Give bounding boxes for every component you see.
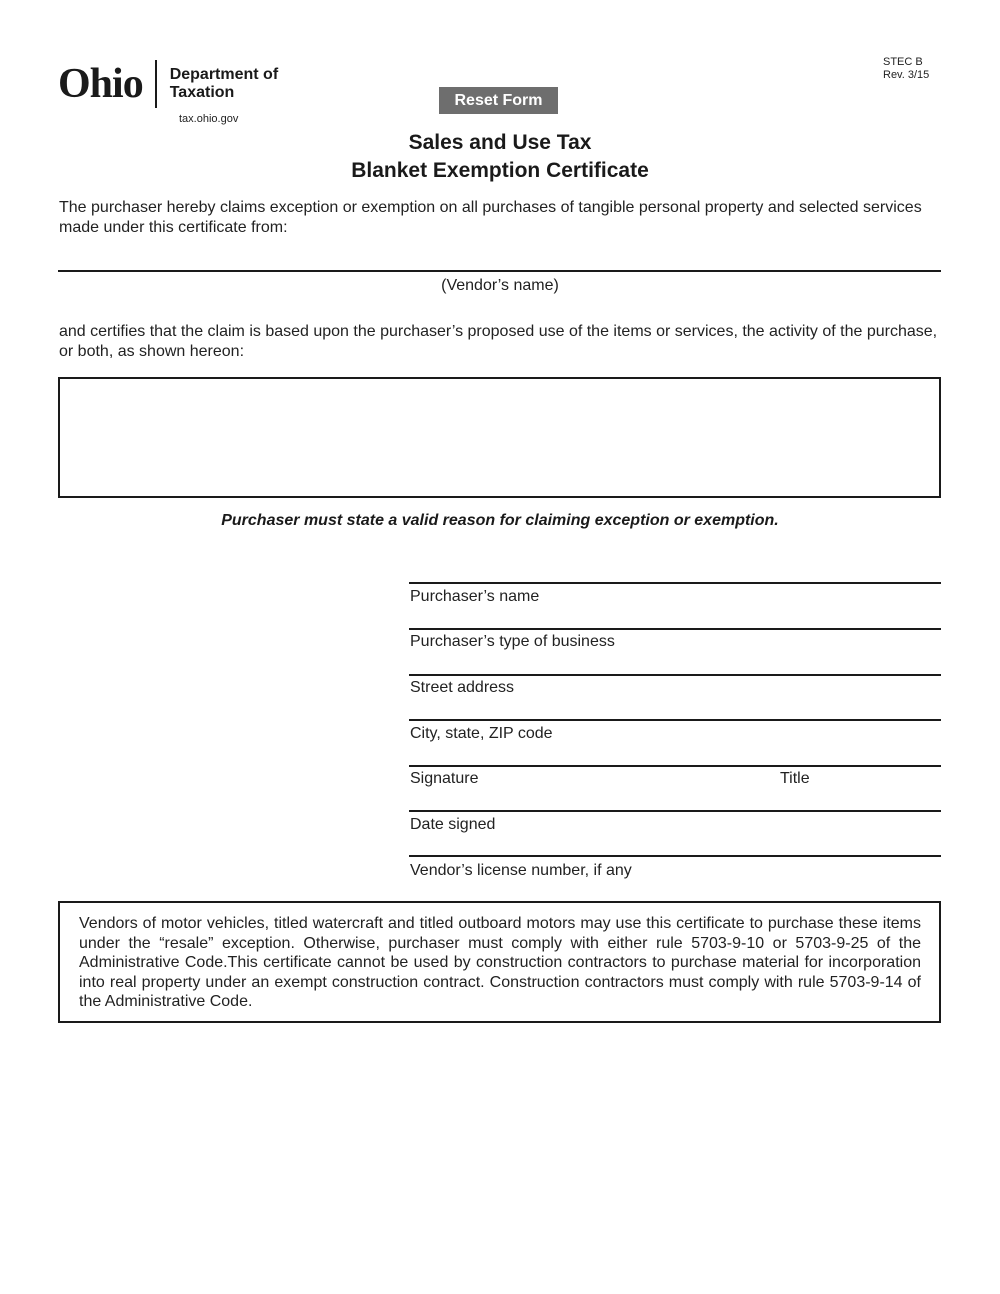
date-signed-input[interactable]: [409, 783, 941, 809]
form-revision: Rev. 3/15: [883, 69, 930, 81]
signature-label: Signature: [410, 770, 479, 787]
form-title-line-1: Sales and Use Tax: [408, 131, 592, 154]
vendor-license-line: [409, 855, 941, 857]
date-signed-line: [409, 810, 941, 812]
intro-paragraph: The purchaser hereby claims exception or exemption on all purchases of tangible personal property and selected services made under this certificate from:: [59, 199, 922, 236]
website-url: tax.ohio.gov: [179, 113, 239, 125]
business-type-label: Purchaser’s type of business: [410, 633, 615, 650]
purchaser-name-label: Purchaser’s name: [410, 588, 540, 605]
date-signed-label: Date signed: [410, 816, 496, 833]
vendor-license-label: Vendor’s license number, if any: [410, 862, 632, 879]
form-identifier: [883, 56, 929, 82]
logo-wordmark: Ohio: [58, 61, 143, 107]
logo-divider: [155, 60, 157, 108]
signature-input[interactable]: [409, 738, 769, 764]
reason-warning: Purchaser must state a valid reason for claiming exception or exemption.: [221, 512, 779, 529]
street-address-line: [409, 674, 941, 676]
reset-form-button[interactable]: Reset Form: [439, 87, 558, 114]
city-state-zip-line: [409, 719, 941, 721]
certify-paragraph: and certifies that the claim is based upon the purchaser’s proposed use of the items or services, the activity of the purchase, or both, as shown hereon:: [59, 323, 938, 360]
form-title-line-2: Blanket Exemption Certificate: [351, 159, 649, 182]
vendor-name-line: [58, 270, 941, 272]
business-type-line: [409, 628, 941, 630]
vendor-name-label: (Vendor’s name): [441, 277, 559, 294]
notice-box: [58, 901, 941, 1023]
street-address-input[interactable]: [409, 647, 941, 673]
title-input[interactable]: [780, 738, 941, 764]
purchaser-name-input[interactable]: [409, 555, 941, 581]
department-line-1: Department of: [169, 66, 279, 83]
purchaser-name-line: [409, 582, 941, 584]
vendor-license-input[interactable]: [409, 828, 941, 854]
business-type-input[interactable]: [409, 601, 941, 627]
department-line-2: Taxation: [169, 84, 235, 101]
ohio-logo: [58, 60, 278, 108]
city-state-zip-label: City, state, ZIP code: [410, 725, 553, 742]
street-address-label: Street address: [410, 679, 515, 696]
department-name: [170, 66, 278, 102]
signature-line: [409, 765, 941, 767]
city-state-zip-input[interactable]: [409, 692, 941, 718]
title-label: Title: [780, 770, 810, 787]
vendor-name-input[interactable]: [58, 244, 941, 270]
exemption-reason-textarea[interactable]: [58, 377, 941, 498]
form-code: STEC B: [883, 56, 923, 68]
notice-text: Vendors of motor vehicles, titled watercraft and titled outboard motors may use this certificate to purchase these items under the “resale” exception. Otherwise, purchaser must comply with either rule 5703-9-10 or 5703-9-25 of the Administrative Code.This certificate cannot be used by construction contractors to purchase material for incorporation into real property under an exempt construction contract. Construction contractors must comply with rule 5703-9-14 of the Administrative Code.: [79, 915, 921, 1010]
